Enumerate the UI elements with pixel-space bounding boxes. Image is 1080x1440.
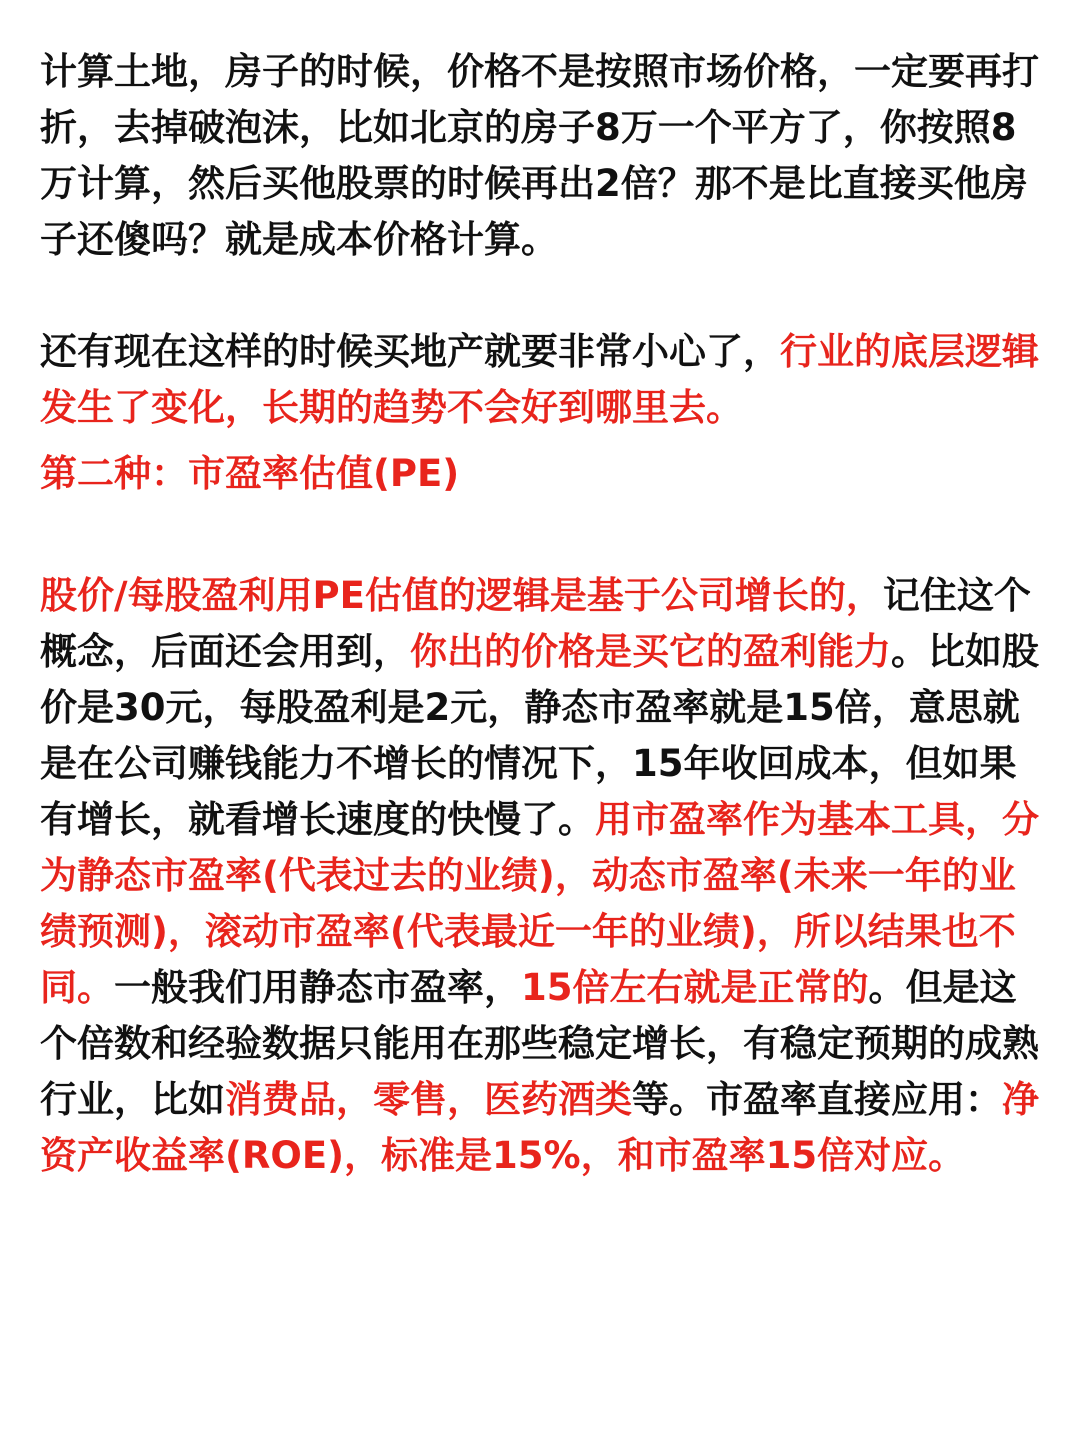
paragraph-real-estate-warning bbox=[40, 324, 1040, 436]
highlight-text: 15倍左右就是正常的 bbox=[521, 966, 869, 1009]
paragraph-pe-explanation bbox=[40, 568, 1040, 1184]
heading-text: 第二种：市盈率估值(PE) bbox=[40, 452, 460, 495]
highlight-text: 净资产收益率(ROE)，标准是15%，和市盈率15倍对应。 bbox=[40, 1078, 1039, 1177]
text-segment: 还有现在这样的时候买地产就要非常小心了， bbox=[40, 330, 780, 373]
text-segment: 。但是这个倍数和经验数据只能用在那些稳定增长，有稳定预期的成熟行业，比如 bbox=[40, 966, 1039, 1121]
highlight-text: 用市盈率作为基本工具，分为静态市盈率(代表过去的业绩)，动态市盈率(未来一年的业绩预测)，滚动市盈率(代表最近一年的业绩)，所以结果也不同。 bbox=[40, 798, 1039, 1009]
highlight-text: 你出的价格是买它的盈利能力 bbox=[410, 630, 891, 673]
text-segment: 等。市盈率直接应用： bbox=[632, 1078, 1002, 1121]
text-segment: 。比如股价是30元，每股盈利是2元，静态市盈率就是15倍，意思就是在公司赚钱能力不增长的情况下，15年收回成本，但如果有增长，就看增长速度的快慢了。 bbox=[40, 630, 1039, 841]
text-segment: 计算土地，房子的时候，价格不是按照市场价格，一定要再打折，去掉破泡沫，比如北京的房子8万一个平方了，你按照8万计算，然后买他股票的时候再出2倍？那不是比直接买他房子还傻吗？就是成本价格计算。 bbox=[40, 50, 1039, 261]
text-segment: 记住这个概念，后面还会用到， bbox=[40, 574, 1031, 673]
article-body bbox=[40, 44, 1040, 1184]
highlight-text: 行业的底层逻辑发生了变化，长期的趋势不会好到哪里去。 bbox=[40, 330, 1039, 429]
text-segment: 一般我们用静态市盈率， bbox=[114, 966, 521, 1009]
paragraph-land-pricing bbox=[40, 44, 1040, 268]
highlight-text: 股价/每股盈利用PE估值的逻辑是基于公司增长的， bbox=[40, 574, 883, 617]
section-heading-pe bbox=[40, 446, 1040, 502]
highlight-text: 消费品，零售，医药酒类 bbox=[225, 1078, 632, 1121]
